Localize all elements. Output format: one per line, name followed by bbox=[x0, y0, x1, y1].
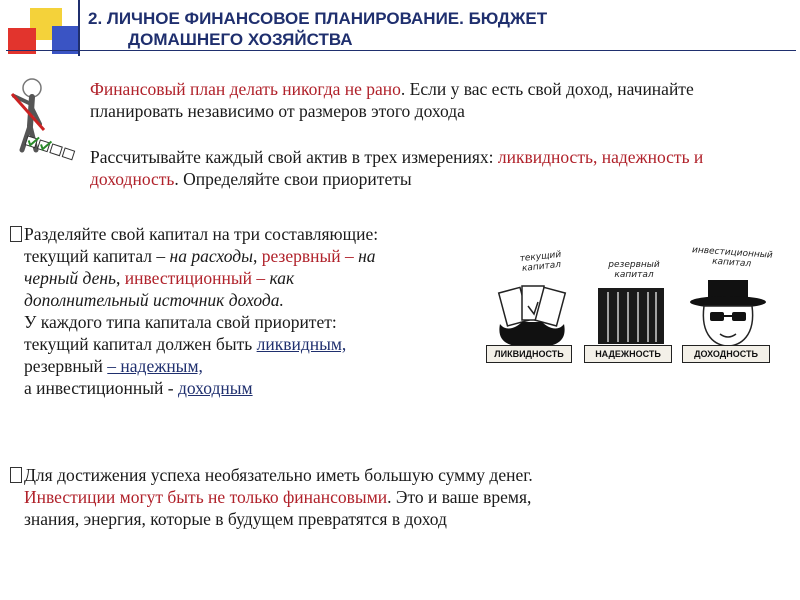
capital-types-illustration bbox=[486, 245, 776, 363]
stick-figure-checklist-illustration bbox=[4, 74, 88, 166]
bullet-1-line-3: черный день, инвестиционный – как bbox=[24, 268, 295, 288]
paragraph-1-text: . Если у вас есть свой доход, начинайте планировать независимо от размеров этого дохода bbox=[90, 79, 694, 121]
bullet-box-icon bbox=[10, 226, 22, 242]
caption-investment-capital: инвестиционный капитал bbox=[691, 245, 774, 270]
caption-current-capital: текущий капитал bbox=[519, 249, 562, 274]
bullet-2-line-2: Инвестиции могут быть не только финансовыми. Это и ваше время, bbox=[24, 487, 532, 507]
paragraph-financial-plan bbox=[90, 78, 780, 122]
paragraph-2-highlight: ликвидность, надежность и доходность bbox=[90, 147, 704, 189]
bullet-1-line-6: текущий капитал должен быть ликвидным, bbox=[24, 334, 347, 354]
paragraph-1-highlight: Финансовый план делать никогда не рано bbox=[90, 79, 401, 99]
header-vertical-line bbox=[78, 0, 80, 56]
paragraph-2-text-end: . Определяйте свои приоритеты bbox=[174, 169, 412, 189]
bullet-1-line-8: а инвестиционный - доходным bbox=[24, 378, 253, 398]
tag-liquidity: ЛИКВИДНОСТЬ bbox=[486, 345, 572, 363]
title-line-2: ДОМАШНЕГО ХОЗЯЙСТВА bbox=[128, 30, 353, 49]
hands-money-icon bbox=[492, 284, 572, 350]
slide-title bbox=[88, 8, 788, 50]
bullet-box-icon bbox=[10, 467, 22, 483]
bullet-1-line-1: Разделяйте свой капитал на три составляющие: bbox=[24, 224, 379, 244]
bullet-capital-split bbox=[10, 223, 490, 399]
vault-icon bbox=[596, 284, 666, 348]
paragraph-2-text-start: Рассчитывайте каждый свой актив в трех измерениях: bbox=[90, 147, 498, 167]
bullet-2-line-3: знания, энергия, которые в будущем превратятся в доход bbox=[24, 509, 447, 529]
bullet-1-line-2: текущий капитал – на расходы, резервный – на bbox=[24, 246, 376, 266]
tag-profitability: ДОХОДНОСТЬ bbox=[682, 345, 770, 363]
header-underline bbox=[6, 50, 796, 51]
bullet-1-line-4: дополнительный источник дохода. bbox=[24, 290, 284, 310]
tag-reliability: НАДЕЖНОСТЬ bbox=[584, 345, 672, 363]
paragraph-asset-dimensions bbox=[90, 146, 780, 190]
title-line-1: 2. ЛИЧНОЕ ФИНАНСОВОЕ ПЛАНИРОВАНИЕ. БЮДЖЕТ bbox=[88, 9, 548, 28]
man-in-hat-icon bbox=[686, 278, 770, 348]
bullet-2-line-1: Для достижения успеха необязательно иметь большую сумму денег. bbox=[24, 465, 533, 485]
bullet-1-line-7: резервный – надежным, bbox=[24, 356, 203, 376]
bullet-1-line-5: У каждого типа капитала свой приоритет: bbox=[24, 312, 337, 332]
caption-reserve-capital: резервный капитал bbox=[608, 260, 660, 280]
bullet-success-investment bbox=[10, 464, 790, 530]
